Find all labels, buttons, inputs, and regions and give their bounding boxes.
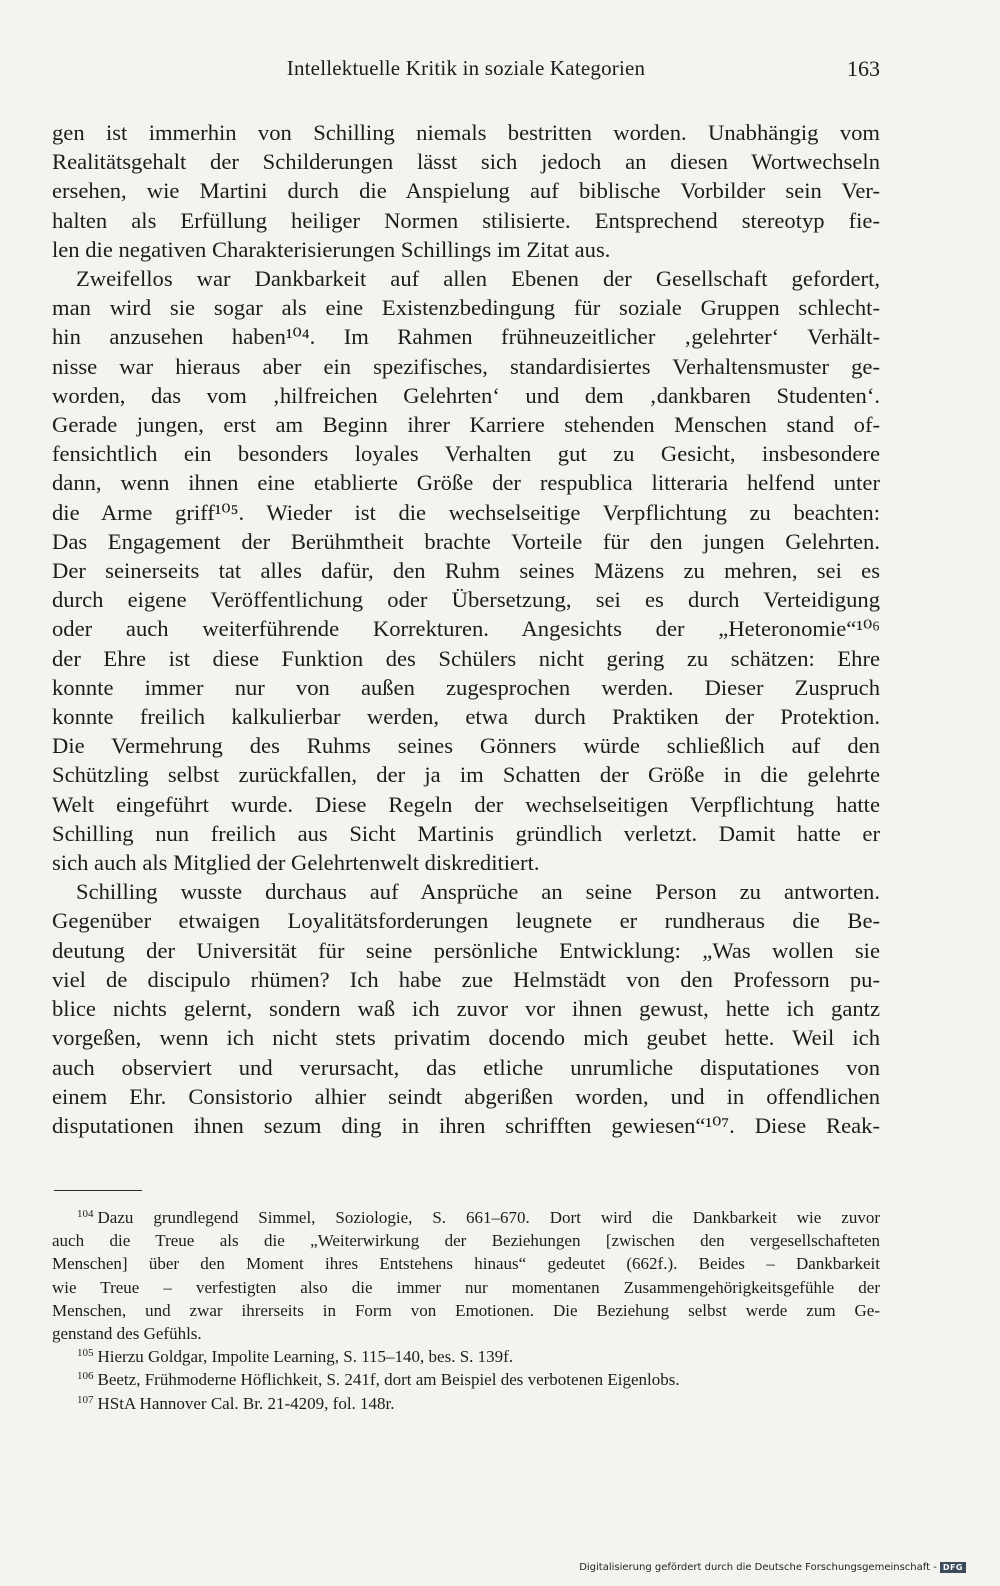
footnote-104 [52, 1206, 880, 1345]
footnote-107 [52, 1392, 880, 1415]
text-line: konnte immer nur von außen zugesprochen werden. Dieser Zuspruch [52, 674, 880, 700]
text-line: vorgeßen, wenn ich nicht stets privatim docendo mich geubet hette. Weil ich [52, 1025, 880, 1051]
footnote-text: HStA Hannover Cal. Br. 21-4209, fol. 148r. [97, 1393, 395, 1413]
footnote-number: 107 [77, 1393, 94, 1406]
page-number: 163 [847, 56, 880, 81]
text-line: einem Ehr. Consistorio alhier seindt abgerißen worden, und in offendlichen [52, 1083, 880, 1109]
footnote-line: genstand des Gefühls. [52, 1324, 202, 1344]
text-line: dann, wenn ihnen eine etablierte Größe der respublica litteraria helfend unter [52, 470, 880, 496]
footnote-line: auch die Treue als die „Weiterwirkung der Beziehungen [zwischen den vergesellschafteten [52, 1231, 880, 1251]
text-line: ersehen, wie Martini durch die Anspielung auf biblische Vorbilder sein Ver- [52, 178, 880, 204]
footnote-number: 105 [77, 1347, 94, 1360]
text-line: Das Engagement der Berühmtheit brachte Vorteile für den jungen Gelehrten. [52, 528, 880, 554]
dfg-logo-icon: DFG [940, 1562, 966, 1573]
footnote-line [52, 1368, 880, 1391]
text-line: Schilling nun freilich aus Sicht Martinis gründlich verletzt. Damit hatte er [52, 820, 880, 846]
text-line: oder auch weiterführende Korrekturen. Angesichts der „Heteronomie“¹⁰⁶ [52, 616, 880, 642]
text-line: disputationen ihnen sezum ding in ihren schrifften gewiesen“¹⁰⁷. Diese Reak- [52, 1112, 880, 1138]
text-line: Schilling wusste durchaus auf Ansprüche an seine Person zu antworten. [76, 879, 880, 905]
footnote-text: Hierzu Goldgar, Impolite Learning, S. 115–140, bes. S. 139f. [97, 1347, 514, 1367]
text-line: der Ehre ist diese Funktion des Schülers nicht gering zu schätzen: Ehre [52, 645, 880, 671]
text-line: worden, das vom ‚hilfreichen Gelehrten‘ und dem ‚dankbaren Studenten‘. [52, 382, 880, 408]
text-line: len die negativen Charakterisierungen Schillings im Zitat aus. [52, 236, 611, 262]
footnote-rule [54, 1190, 142, 1191]
text-line: gen ist immerhin von Schilling niemals bestritten worden. Unabhängig vom [52, 120, 880, 145]
text-line: die Arme griff¹⁰⁵. Wieder ist die wechselseitige Verpflichtung zu beachten: [52, 499, 880, 525]
page-header [52, 56, 880, 86]
text-line: Gerade jungen, erst am Beginn ihrer Karriere stehenden Menschen stand of- [52, 412, 880, 438]
text-line: nisse war hieraus aber ein spezifisches, standardisiertes Verhaltensmuster ge- [52, 353, 880, 379]
text-line: deutung der Universität für seine persönliche Entwicklung: „Was wollen sie [52, 937, 880, 963]
text-line: Die Vermehrung des Ruhms seines Gönners würde schließlich auf den [52, 733, 880, 759]
text-line: Der seinerseits tat alles dafür, den Ruhm seines Mäzens zu mehren, sei es [52, 558, 880, 584]
footnote-line [52, 1345, 880, 1368]
footnote-number: 104 [77, 1208, 94, 1220]
footnote-line: Menschen] über den Moment ihres Entstehens hinaus“ gedeutet (662f.). Beides – Dankbarkeit [52, 1254, 880, 1274]
text-line: durch eigene Veröffentlichung oder Übersetzung, sei es durch Verteidigung [52, 587, 880, 613]
footnote-line: wie Treue – verfestigten also die immer nur momentanen Zusammengehörigkeitsgefühle der [52, 1277, 880, 1297]
text-line: konnte freilich kalkulierbar werden, etwa durch Praktiken der Protektion. [52, 704, 880, 730]
text-line: viel de discipulo rhümen? Ich habe zue Helmstädt von den Professorn pu- [52, 966, 880, 992]
paragraph [52, 264, 880, 877]
text-line: Schützling selbst zurückfallen, der ja im Schatten der Größe in die gelehrte [52, 762, 880, 788]
digitization-credit [579, 1562, 966, 1573]
text-line: hin anzusehen haben¹⁰⁴. Im Rahmen frühneuzeitlicher ‚gelehrter‘ Verhält- [52, 324, 880, 350]
text-line: auch observiert und verursacht, das etliche unrumliche disputationes von [52, 1054, 880, 1080]
footnote-text: Beetz, Frühmoderne Höflichkeit, S. 241f, dort am Beispiel des verbotenen Eigenlobs. [97, 1370, 680, 1390]
footnote-106 [52, 1368, 880, 1391]
text-line: Welt eingeführt wurde. Diese Regeln der wechselseitigen Verpflichtung hatte [52, 791, 880, 817]
footnote-line [52, 1206, 880, 1229]
text-line: blice nichts gelernt, sondern waß ich zuvor vor ihnen gewust, hette ich gantz [52, 996, 880, 1022]
text-line: Zweifellos war Dankbarkeit auf allen Ebenen der Gesellschaft gefordert, [76, 266, 880, 292]
text-line: man wird sie sogar als eine Existenzbedingung für soziale Gruppen schlecht- [52, 295, 880, 321]
paragraph [52, 118, 880, 264]
credit-text: Digitalisierung gefördert durch die Deutsche Forschungsgemeinschaft - [579, 1562, 937, 1573]
footnote-line [52, 1392, 880, 1415]
running-title: Intellektuelle Kritik in soziale Kategorien [286, 56, 646, 80]
footnote-line: Menschen, und zwar ihrerseits in Form von Emotionen. Die Beziehung selbst werde zum Ge- [52, 1300, 880, 1320]
text-line: Gegenüber etwaigen Loyalitätsforderungen leugnete er rundheraus die Be- [52, 908, 880, 934]
text-line: halten als Erfüllung heiliger Normen stilisierte. Entsprechend stereotyp fie- [52, 207, 880, 233]
text-line: sich auch als Mitglied der Gelehrtenwelt diskreditiert. [52, 850, 540, 876]
text-line: Realitätsgehalt der Schilderungen lässt sich jedoch an diesen Wortwechseln [52, 149, 880, 175]
text-line: fensichtlich ein besonders loyales Verhalten gut zu Gesicht, insbesondere [52, 441, 880, 467]
footnotes [52, 1206, 880, 1415]
footnote-number: 106 [77, 1370, 94, 1383]
paragraph [52, 877, 880, 1140]
main-text [52, 118, 880, 1140]
footnote-105 [52, 1345, 880, 1368]
footnote-text: Dazu grundlegend Simmel, Soziologie, S. 661–670. Dort wird die Dankbarkeit wie zuvor [97, 1208, 880, 1227]
